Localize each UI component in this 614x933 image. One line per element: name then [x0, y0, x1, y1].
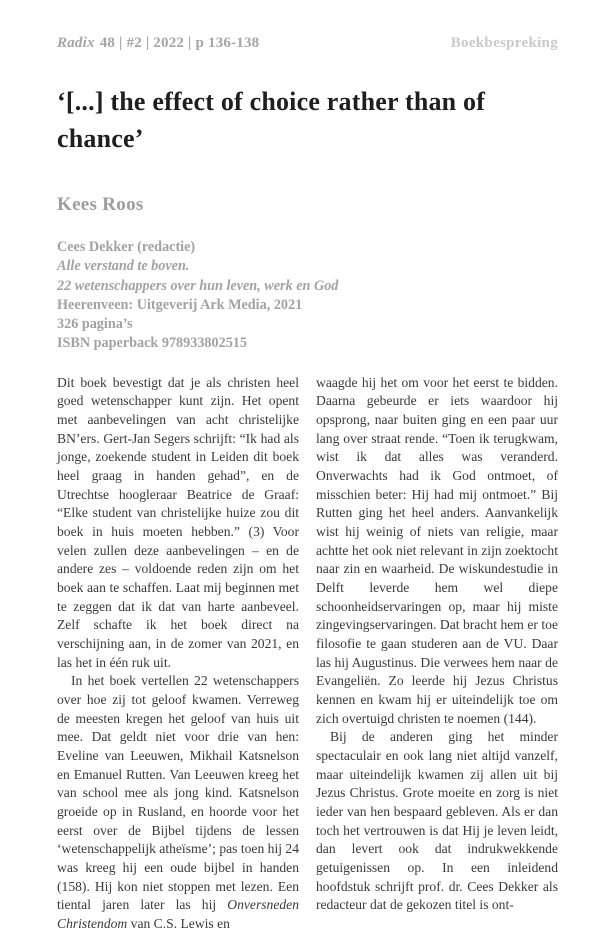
paragraph-text: van C.S. Lewis en [127, 915, 230, 931]
journal-citation [57, 33, 259, 53]
body-paragraph [316, 374, 558, 728]
page-header [57, 33, 558, 53]
journal-name: Radix [57, 35, 95, 51]
book-title-inline: Onversneden Christendom [57, 897, 299, 931]
book-info-line: Cees Dekker (redactie) [57, 239, 196, 255]
book-info-line: 22 wetenschappers over hun leven, werk en God [57, 277, 339, 294]
book-info-line: Alle verstand te boven. [57, 258, 190, 275]
paragraph-text: waagde hij het om voor het eerst te bidden. Daarna gebeurde er iets waardoor hij opsprong, naar buiten ging en een paar uur lang over straat rende. “Toen ik terugkwam, wist ik dat alles was veranderd. Onverwachts had ik God ontmoet, of misschien beter: Hij had mij ontmoet.” Bij Rutten ging het heel anders. Aanvankelijk wist hij weinig of niets van religie, maar achtte het ook niet relevant in zijn zoektocht naar zin en waarheid. De wiskundestudie in Delft leverde hem wel diepe schoonheidservaringen op, maar hij miste zingevingservaringen. Dat bracht hem er toe filosofie te gaan studeren aan de VU. Daar las hij Augustinus. Die verwees hem naar de Evangeliën. Zo leerde hij Jezus Christus kennen en kwam hij er uiteindelijk toe om zich overtuigd christen te noemen (144). [316, 374, 558, 726]
article-title: ‘[...] the effect of choice rather than of chance’ [57, 87, 486, 153]
section-label: Boekbespreking [450, 35, 558, 51]
book-info-line: 326 pagina’s [57, 316, 133, 333]
book-info-line: Heerenveen: Uitgeverij Ark Media, 2021 [57, 296, 303, 313]
right-column [316, 374, 558, 933]
book-info-line: ISBN paperback 978933802515 [57, 335, 247, 352]
body-paragraph [57, 374, 299, 673]
paragraph-text: Bij de anderen ging het minder spectaculair en ook lang niet altijd vanzelf, maar uiteindelijk kwamen zij allen uit bij Jezus Christus. Grote moeite en zorg is niet ieder van hen bespaard gebleven. Als er dan toch het vertrouwen is dat Hij je leven leidt, dan levert ook dat indrukwekkende getuigenissen op. In een inleidend hoofdstuk schrijft prof. dr. Cees Dekker als redacteur dat de gekozen titel is ont- [316, 729, 558, 913]
body-text [57, 374, 558, 933]
paragraph-text: Dit boek bevestigt dat je als christen heel goed wetenschapper kunt zijn. Het opent met aanbevelingen van acht christelijke BN’ers. Gert-Jan Segers schrijft: “Ik had als jonge, zoekende student in Leiden dit boek heel graag in handen gehad”, en de Utrechtse hoogleraar Beatrice de Graaf: “Elke student van christelijke huize zou dit boek in huis moeten hebben.” (3) Voor velen zullen deze aanbevelingen – en de andere zes – voldoende reden zijn om het boek aan te schaffen. Laat mij beginnen met te zeggen dat ik dat van harte aanbeveel. Zelf schafte ik het boek direct na verschijning aan, in de zomer van 2021, en las het in één ruk uit. [57, 374, 299, 670]
author-name: Kees Roos [57, 194, 144, 215]
left-column [57, 374, 299, 933]
book-info-block [57, 238, 558, 354]
issue-meta: 48 | #2 | 2022 | p 136-138 [99, 35, 260, 51]
body-paragraph [57, 672, 299, 933]
paragraph-text: In het boek vertellen 22 wetenschappers over hoe zij tot geloof kwamen. Verreweg de meesten kregen het geloof van huis uit mee. Dat geldt niet voor drie van hen: Eveline van Leeuwen, Mikhail Katsnelson en Emanuel Rutten. Van Leeuwen kreeg het van school mee als jong kind. Katsnelson groeide op in Rusland, en hoorde voor het eerst over de Bijbel tijdens de lessen ‘wetenschappelijk atheïsme’; pas toen hij 24 was kreeg hij een oude bijbel in handen (158). Hij kon niet stoppen met lezen. Een tiental jaren later las hij [57, 673, 299, 913]
body-paragraph [316, 728, 558, 915]
